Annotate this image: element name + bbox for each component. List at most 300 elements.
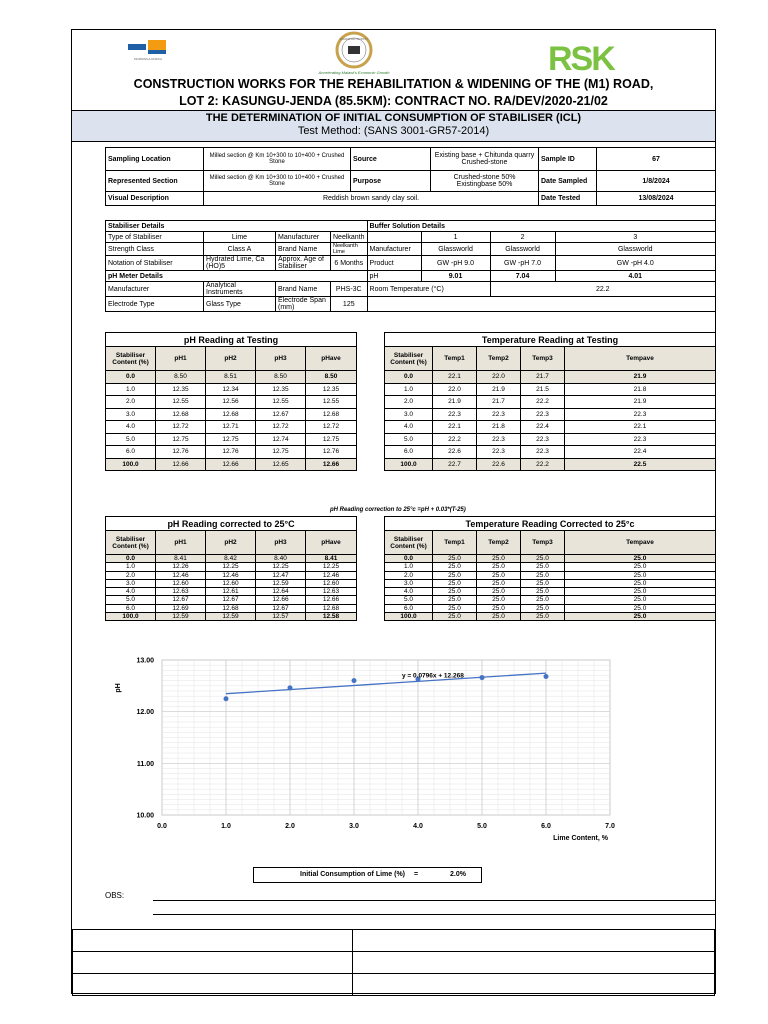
- table-cell: 22.5: [565, 458, 716, 471]
- table-cell: 12.25: [206, 563, 256, 571]
- table-row: [106, 433, 357, 446]
- roads-authority-logo: ROADS AUTHORITY Accelerating Malawi's Economic Growth: [325, 28, 383, 78]
- column-header: Temp3: [521, 531, 565, 555]
- column-header: Temp1: [433, 531, 477, 555]
- column-header: Stabiliser Content (%): [385, 347, 433, 371]
- table-cell: 25.0: [433, 604, 477, 612]
- x-axis-label: Lime Content, %: [553, 835, 608, 842]
- table-cell: 12.76: [206, 446, 256, 459]
- table-cell: 12.56: [206, 396, 256, 409]
- table-cell: 22.2: [521, 396, 565, 409]
- table-cell: 25.0: [521, 563, 565, 571]
- value: Glass Type: [204, 297, 276, 312]
- y-tick-label: 12.00: [136, 709, 154, 717]
- label: Purpose: [351, 171, 431, 192]
- table-row: [385, 383, 716, 396]
- table-cell: 12.75: [306, 433, 357, 446]
- table-cell: 12.68: [156, 408, 206, 421]
- table-cell: 25.0: [521, 571, 565, 579]
- table-cell: 25.0: [477, 604, 521, 612]
- table-cell: 22.0: [477, 371, 521, 384]
- table-cell: 2.0: [385, 571, 433, 579]
- table-cell: 25.0: [433, 579, 477, 587]
- table-cell: 25.0: [477, 555, 521, 563]
- buffer-col: 2: [490, 232, 555, 243]
- x-tick-label: 2.0: [285, 823, 295, 830]
- value: 125: [331, 297, 368, 312]
- label: Visual Description: [106, 192, 204, 206]
- table-cell: 12.71: [206, 421, 256, 434]
- table-row: [106, 371, 357, 384]
- table-cell: 8.50: [256, 371, 306, 384]
- project-title-line1: CONSTRUCTION WORKS FOR THE REHABILITATION & WIDENING OF THE (M1) ROAD,: [133, 77, 654, 91]
- table-cell: 25.0: [565, 579, 716, 587]
- table-cell: 21.7: [477, 396, 521, 409]
- table-cell: 12.58: [306, 613, 357, 621]
- label: Manufacturer: [276, 232, 331, 243]
- value: 9.01: [421, 271, 490, 282]
- table-cell: 25.0: [477, 613, 521, 621]
- table-cell: 25.0: [521, 579, 565, 587]
- column-header: Temp2: [477, 347, 521, 371]
- table-cell: 12.55: [256, 396, 306, 409]
- table-cell: 21.7: [521, 371, 565, 384]
- signature-cell: [353, 952, 715, 974]
- table-row: [106, 579, 357, 587]
- value: PHS-3C: [331, 282, 368, 297]
- column-header: Temp3: [521, 347, 565, 371]
- table-cell: 8.41: [156, 555, 206, 563]
- table-cell: 12.76: [156, 446, 206, 459]
- table-cell: 12.57: [256, 613, 306, 621]
- table-cell: 8.41: [306, 555, 357, 563]
- table-row: [106, 396, 357, 409]
- table-cell: 25.0: [565, 604, 716, 612]
- table-cell: 25.0: [477, 596, 521, 604]
- table-cell: 22.3: [521, 433, 565, 446]
- table-cell: 22.4: [521, 421, 565, 434]
- table-cell: 12.60: [306, 579, 357, 587]
- column-header: Tempave: [565, 347, 716, 371]
- label: Strength Class: [106, 243, 204, 256]
- data-point: [288, 685, 293, 690]
- table-cell: 100.0: [385, 613, 433, 621]
- table-cell: 100.0: [385, 458, 433, 471]
- value: GW -pH 7.0: [490, 256, 555, 271]
- table-cell: 22.0: [433, 383, 477, 396]
- table-row: [106, 421, 357, 434]
- table-title: pH Reading corrected to 25°C: [106, 517, 357, 531]
- label: Room Temperature (°C): [367, 282, 490, 297]
- table-cell: 25.0: [521, 588, 565, 596]
- y-tick-label: 10.00: [136, 812, 154, 820]
- table-cell: 0.0: [385, 371, 433, 384]
- table-cell: 21.9: [565, 396, 716, 409]
- column-header: pH2: [206, 531, 256, 555]
- result-value: 2.0%: [450, 871, 466, 878]
- table-cell: 4.0: [106, 588, 156, 596]
- table-row: [385, 596, 716, 604]
- x-tick-label: 7.0: [605, 823, 615, 830]
- test-title: THE DETERMINATION OF INITIAL CONSUMPTION OF STABILISER (ICL): [205, 112, 582, 124]
- value: 13/08/2024: [597, 192, 716, 206]
- table-title: Temperature Reading Corrected to 25°c: [385, 517, 716, 531]
- table-cell: 6.0: [106, 446, 156, 459]
- data-point: [544, 674, 549, 679]
- table-cell: 12.67: [206, 596, 256, 604]
- value: Glassworld: [421, 243, 490, 256]
- ph-corrected-table: [105, 516, 357, 621]
- signature-cell: [353, 974, 715, 996]
- column-header: Tempave: [565, 531, 716, 555]
- table-cell: 25.0: [433, 613, 477, 621]
- table-cell: 12.35: [256, 383, 306, 396]
- table-cell: 22.1: [565, 421, 716, 434]
- trendline-equation: y = 0.0796x + 12.268: [402, 672, 464, 680]
- table-cell: 12.67: [256, 408, 306, 421]
- table-cell: 21.9: [565, 371, 716, 384]
- table-cell: 25.0: [477, 588, 521, 596]
- table-cell: 22.6: [477, 458, 521, 471]
- table-row: [385, 433, 716, 446]
- table-cell: 12.59: [256, 579, 306, 587]
- table-cell: 25.0: [565, 571, 716, 579]
- table-cell: 3.0: [385, 408, 433, 421]
- table-row: [106, 555, 357, 563]
- table-row: [106, 383, 357, 396]
- table-cell: 22.1: [433, 421, 477, 434]
- table-cell: 22.3: [521, 446, 565, 459]
- table-cell: 8.50: [156, 371, 206, 384]
- table-cell: 25.0: [433, 563, 477, 571]
- table-cell: 6.0: [385, 604, 433, 612]
- table-cell: 25.0: [521, 613, 565, 621]
- value: GW -pH 4.0: [555, 256, 715, 271]
- table-row: [106, 446, 357, 459]
- value: Existing base + Chitunda quarry Crushed-stone: [431, 148, 539, 171]
- value: 4.01: [555, 271, 715, 282]
- result-label: Initial Consumption of Lime (%): [300, 871, 405, 878]
- x-tick-label: 6.0: [541, 823, 551, 830]
- table-cell: 12.63: [306, 588, 357, 596]
- table-cell: 5.0: [106, 596, 156, 604]
- column-header: Stabiliser Content (%): [106, 531, 156, 555]
- column-header: pH3: [256, 531, 306, 555]
- data-point: [224, 696, 229, 701]
- temp-testing-table: [384, 332, 716, 471]
- test-title-band: [72, 110, 715, 142]
- table-cell: 5.0: [385, 596, 433, 604]
- table-cell: 22.3: [477, 433, 521, 446]
- table-cell: 22.7: [433, 458, 477, 471]
- table-cell: 12.55: [306, 396, 357, 409]
- obs-label: OBS:: [105, 891, 125, 900]
- value: Glassworld: [555, 243, 715, 256]
- table-cell: 4.0: [106, 421, 156, 434]
- table-cell: 12.64: [256, 588, 306, 596]
- table-cell: 25.0: [477, 563, 521, 571]
- label: Manufacturer: [106, 282, 204, 297]
- label: Brand Name: [276, 282, 331, 297]
- table-cell: 8.51: [206, 371, 256, 384]
- table-cell: 12.66: [206, 458, 256, 471]
- label: Manufacturer: [367, 243, 421, 256]
- table-cell: 12.75: [256, 446, 306, 459]
- table-cell: 12.76: [306, 446, 357, 459]
- rsk-logo: RSK: [548, 40, 614, 78]
- table-cell: 22.3: [565, 433, 716, 446]
- value: Neelkanth: [331, 232, 368, 243]
- signature-cell: [73, 930, 353, 952]
- table-cell: 12.34: [206, 383, 256, 396]
- label: Brand Name: [276, 243, 331, 256]
- table-cell: 5.0: [385, 433, 433, 446]
- table-row: [385, 421, 716, 434]
- value: 22.2: [490, 282, 715, 297]
- table-cell: 1.0: [106, 383, 156, 396]
- label: pH: [367, 271, 421, 282]
- label: Electrode Span (mm): [276, 297, 331, 312]
- table-cell: 12.59: [156, 613, 206, 621]
- table-cell: 12.74: [256, 433, 306, 446]
- label: Product: [367, 256, 421, 271]
- table-row: [106, 408, 357, 421]
- table-cell: 22.4: [565, 446, 716, 459]
- table-cell: 22.2: [433, 433, 477, 446]
- x-tick-label: 3.0: [349, 823, 359, 830]
- value: 6 Months: [331, 256, 368, 271]
- morninga-logo: MORNINGA AFRICA: [128, 40, 168, 76]
- table-cell: 22.1: [433, 371, 477, 384]
- table-cell: 12.47: [256, 571, 306, 579]
- table-cell: 25.0: [521, 604, 565, 612]
- table-cell: 0.0: [106, 371, 156, 384]
- column-header: pH3: [256, 347, 306, 371]
- value: Analytical Instruments: [204, 282, 276, 297]
- table-row: [385, 446, 716, 459]
- y-tick-label: 11.00: [136, 760, 154, 768]
- meter-heading: pH Meter Details: [106, 271, 368, 282]
- label: Sampling Location: [106, 148, 204, 171]
- signature-cell: [73, 974, 353, 996]
- x-tick-label: 1.0: [221, 823, 231, 830]
- table-row: [385, 396, 716, 409]
- table-cell: 6.0: [385, 446, 433, 459]
- table-cell: 12.66: [256, 596, 306, 604]
- table-cell: 4.0: [385, 421, 433, 434]
- table-cell: 5.0: [106, 433, 156, 446]
- table-row: [385, 588, 716, 596]
- table-cell: 22.6: [433, 446, 477, 459]
- signature-cell: [73, 952, 353, 974]
- table-cell: 25.0: [521, 555, 565, 563]
- table-cell: 12.69: [156, 604, 206, 612]
- table-row: [385, 579, 716, 587]
- data-point: [352, 678, 357, 683]
- table-cell: 0.0: [106, 555, 156, 563]
- value: Milled section @ Km 10+300 to 10+400 + Crushed Stone: [204, 148, 351, 171]
- test-method: Test Method: (SANS 3001-GR57-2014): [297, 125, 490, 137]
- stabiliser-heading: Stabiliser Details: [106, 221, 368, 232]
- buffer-col: 1: [421, 232, 490, 243]
- table-cell: 12.72: [256, 421, 306, 434]
- table-cell: 12.35: [306, 383, 357, 396]
- label: Type of Stabiliser: [106, 232, 204, 243]
- table-cell: 12.25: [306, 563, 357, 571]
- table-row: [385, 613, 716, 621]
- table-cell: 22.3: [565, 408, 716, 421]
- table-cell: 12.55: [156, 396, 206, 409]
- table-cell: 2.0: [106, 571, 156, 579]
- table-cell: 12.61: [206, 588, 256, 596]
- stabiliser-details-table: [105, 220, 716, 312]
- table-cell: 12.68: [206, 408, 256, 421]
- label: Source: [351, 148, 431, 171]
- value: 7.04: [490, 271, 555, 282]
- table-cell: 12.66: [306, 596, 357, 604]
- column-header: Temp2: [477, 531, 521, 555]
- value: 67: [597, 148, 716, 171]
- table-cell: 12.25: [256, 563, 306, 571]
- table-cell: 12.46: [156, 571, 206, 579]
- table-cell: 12.60: [206, 579, 256, 587]
- table-row: [385, 571, 716, 579]
- table-cell: 1.0: [106, 563, 156, 571]
- table-cell: 25.0: [565, 563, 716, 571]
- table-cell: 22.3: [477, 446, 521, 459]
- column-header: Stabiliser Content (%): [106, 347, 156, 371]
- table-cell: 21.9: [433, 396, 477, 409]
- ph-vs-lime-chart: [100, 650, 660, 850]
- label: Date Tested: [539, 192, 597, 206]
- value: Crushed-stone 50% Existingbase 50%: [431, 171, 539, 192]
- table-cell: 100.0: [106, 458, 156, 471]
- table-row: [385, 604, 716, 612]
- project-title-line2: LOT 2: KASUNGU-JENDA (85.5KM): CONTRACT NO. RA/DEV/2020-21/02: [179, 94, 608, 108]
- table-cell: 22.3: [433, 408, 477, 421]
- table-row: [106, 588, 357, 596]
- column-header: pHave: [306, 531, 357, 555]
- table-cell: 12.72: [306, 421, 357, 434]
- table-row: [106, 563, 357, 571]
- temp-corrected-table: [384, 516, 716, 621]
- correction-note: pH Reading correction to 25°c =pH + 0.03*(T-25): [330, 507, 466, 513]
- table-title: pH Reading at Testing: [106, 333, 357, 347]
- column-header: Stabiliser Content (%): [385, 531, 433, 555]
- y-axis-label: pH: [115, 683, 122, 693]
- table-cell: 8.50: [306, 371, 357, 384]
- table-cell: 8.42: [206, 555, 256, 563]
- table-cell: 8.40: [256, 555, 306, 563]
- table-cell: 3.0: [385, 579, 433, 587]
- table-cell: 6.0: [106, 604, 156, 612]
- column-header: Temp1: [433, 347, 477, 371]
- table-cell: 12.35: [156, 383, 206, 396]
- value: Milled section @ Km 10+300 to 10+400 + Crushed Stone: [204, 171, 351, 192]
- buffer-col: 3: [555, 232, 715, 243]
- table-row: [385, 563, 716, 571]
- column-header: pH1: [156, 531, 206, 555]
- table-cell: 12.46: [306, 571, 357, 579]
- label: Approx. Age of Stabiliser: [276, 256, 331, 271]
- table-row: [385, 371, 716, 384]
- table-cell: 21.8: [565, 383, 716, 396]
- value: Hydrated Lime, Ca (HO)5: [204, 256, 276, 271]
- table-cell: 12.68: [306, 604, 357, 612]
- table-cell: 21.8: [477, 421, 521, 434]
- value: Neelkanth Lime: [331, 243, 368, 256]
- table-cell: 4.0: [385, 588, 433, 596]
- table-row: [106, 604, 357, 612]
- column-header: pHave: [306, 347, 357, 371]
- table-cell: 100.0: [106, 613, 156, 621]
- table-cell: 12.68: [306, 408, 357, 421]
- table-cell: 12.68: [206, 604, 256, 612]
- initial-consumption-box: [253, 867, 482, 883]
- table-cell: 12.26: [156, 563, 206, 571]
- x-tick-label: 0.0: [157, 823, 167, 830]
- table-cell: 22.3: [477, 408, 521, 421]
- table-cell: 12.72: [156, 421, 206, 434]
- table-cell: 22.3: [521, 408, 565, 421]
- table-cell: 12.66: [156, 458, 206, 471]
- value: Class A: [204, 243, 276, 256]
- table-cell: 0.0: [385, 555, 433, 563]
- table-cell: 12.75: [206, 433, 256, 446]
- table-cell: 12.75: [156, 433, 206, 446]
- table-cell: 12.63: [156, 588, 206, 596]
- table-cell: 12.59: [206, 613, 256, 621]
- value: Reddish brown sandy clay soil.: [204, 192, 539, 206]
- table-cell: 1.0: [385, 383, 433, 396]
- table-cell: 2.0: [385, 396, 433, 409]
- table-cell: 12.46: [206, 571, 256, 579]
- table-cell: 25.0: [433, 588, 477, 596]
- table-title: Temperature Reading at Testing: [385, 333, 716, 347]
- value: GW -pH 9.0: [421, 256, 490, 271]
- x-tick-label: 4.0: [413, 823, 423, 830]
- table-cell: 25.0: [565, 613, 716, 621]
- table-row: [385, 408, 716, 421]
- table-cell: 1.0: [385, 563, 433, 571]
- value: 1/8/2024: [597, 171, 716, 192]
- value: Lime: [204, 232, 276, 243]
- table-row: [106, 596, 357, 604]
- table-cell: 25.0: [521, 596, 565, 604]
- table-cell: 25.0: [433, 555, 477, 563]
- signature-table: [72, 929, 715, 996]
- result-eq: =: [414, 871, 419, 878]
- table-row: [106, 458, 357, 471]
- table-cell: 21.9: [477, 383, 521, 396]
- table-cell: 25.0: [433, 596, 477, 604]
- table-row: [106, 571, 357, 579]
- table-cell: 12.66: [306, 458, 357, 471]
- x-tick-label: 5.0: [477, 823, 487, 830]
- column-header: pH1: [156, 347, 206, 371]
- label: Sample ID: [539, 148, 597, 171]
- value: Glassworld: [490, 243, 555, 256]
- table-cell: 25.0: [565, 588, 716, 596]
- table-cell: 12.65: [256, 458, 306, 471]
- table-cell: 25.0: [433, 571, 477, 579]
- table-cell: 12.60: [156, 579, 206, 587]
- table-cell: 12.67: [156, 596, 206, 604]
- table-row: [385, 555, 716, 563]
- ph-testing-table: [105, 332, 357, 471]
- table-row: [106, 613, 357, 621]
- table-cell: 3.0: [106, 408, 156, 421]
